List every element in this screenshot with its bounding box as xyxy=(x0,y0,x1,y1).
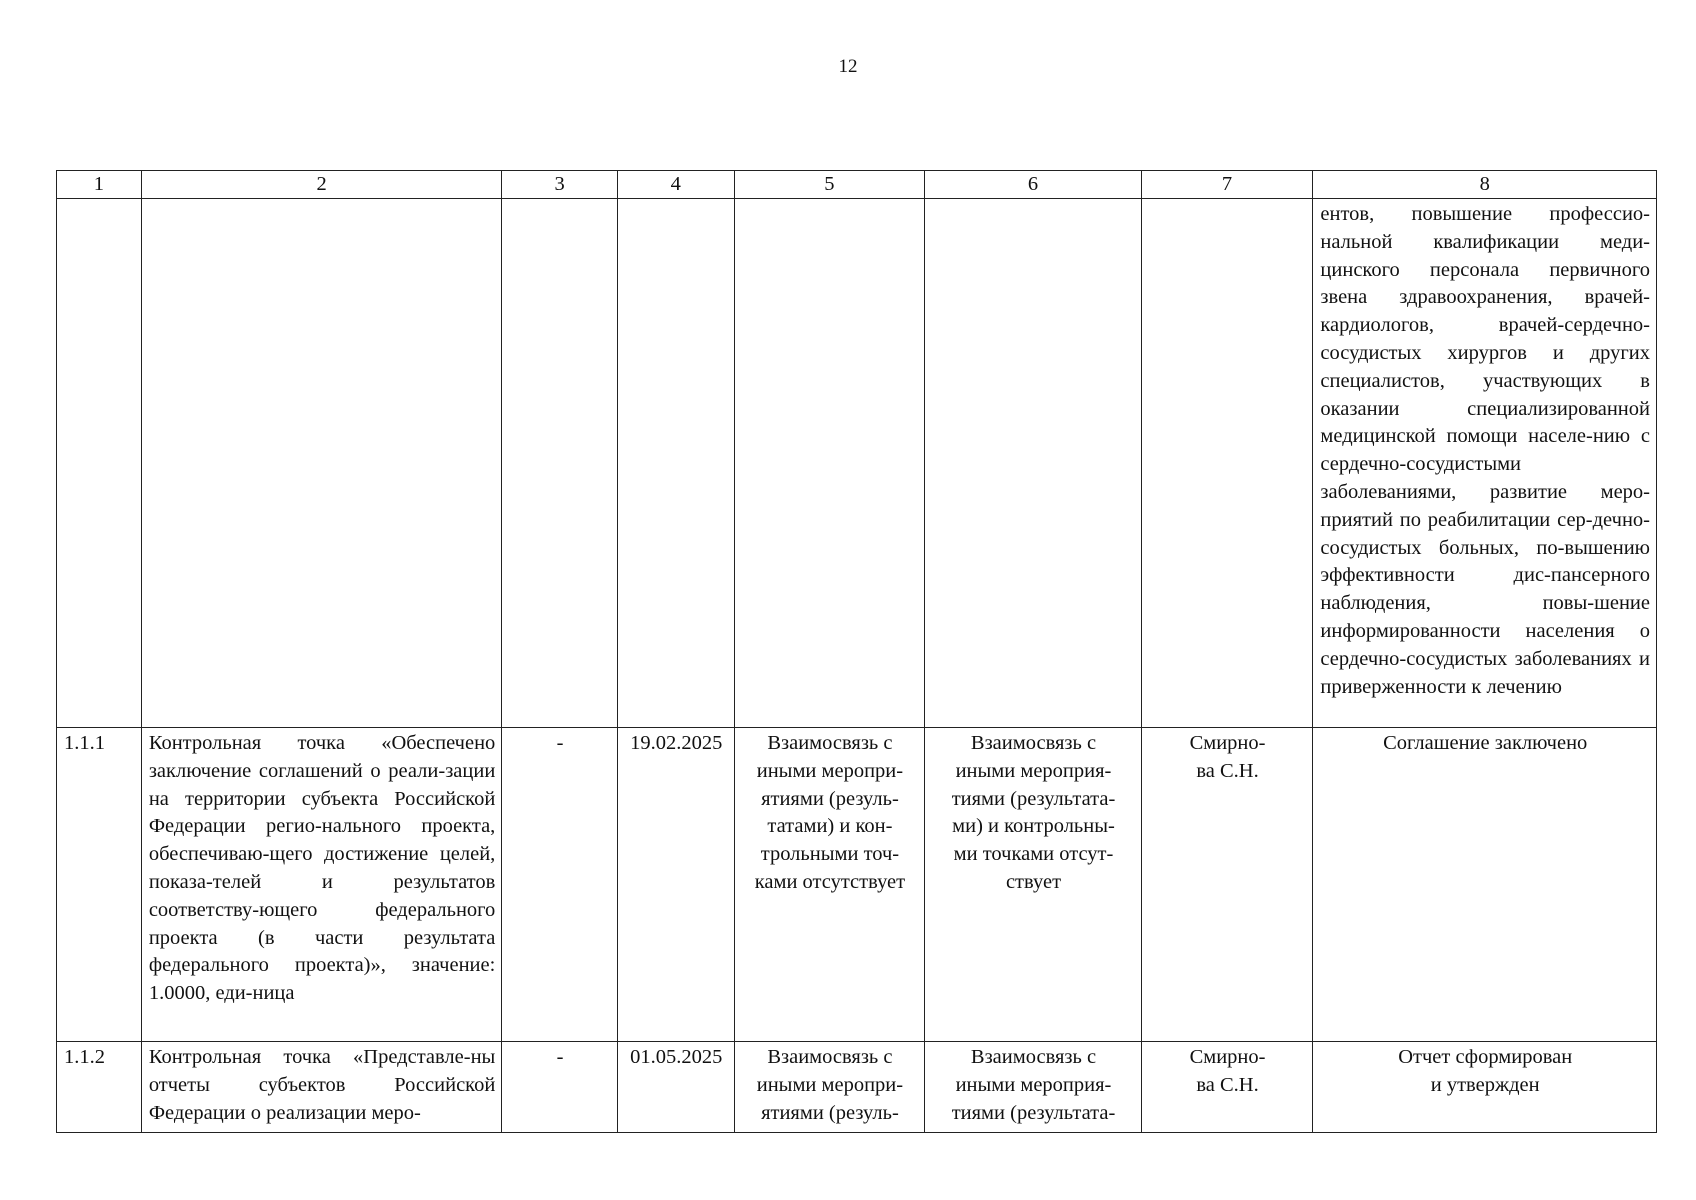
column-header-1: 1 xyxy=(57,171,142,199)
table-row xyxy=(57,1042,1657,1133)
page-number: 12 xyxy=(838,56,858,77)
column-header-6: 6 xyxy=(925,171,1141,199)
row-col3: - xyxy=(502,1042,618,1133)
continuation-row xyxy=(57,199,1657,728)
row-description: Контрольная точка «Представле-ны отчеты субъектов Российской Федерации о реализации меро- xyxy=(141,1042,502,1133)
row-date: 01.05.2025 xyxy=(617,1042,734,1133)
column-header-7: 7 xyxy=(1141,171,1313,199)
cell-empty xyxy=(617,199,734,728)
column-header-3: 3 xyxy=(502,171,618,199)
row-responsible: Смирно- ва С.Н. xyxy=(1141,1042,1313,1133)
cell-empty xyxy=(925,199,1141,728)
column-header-8: 8 xyxy=(1313,171,1657,199)
row-col3: - xyxy=(502,728,618,1042)
continuation-text: ентов, повышение профессио-нальной квалификации меди-цинского персонала первичного звена здравоохранения, врачей-кардиологов, врачей-сердечно-сосудистых хирургов и других специалистов, участвующих в оказании специализированной медицинской помощи населе-нию с сердечно-сосудистыми заболеваниями, развитие меро-приятий по реабилитации сер-дечно-сосудистых больных, по-вышению эффективности дис-пансерного наблюдения, повы-шение информированности населения о сердечно-сосудистых заболеваниях и приверженности к лечению xyxy=(1313,199,1657,728)
cell-empty xyxy=(141,199,502,728)
cell-empty xyxy=(1141,199,1313,728)
row-description: Контрольная точка «Обеспечено заключение соглашений о реали-зации на территории субъекта Российской Федерации регио-нального проекта, обеспечиваю-щего достижение целей, показа-телей и результатов соответству-ющего федерального проекта (в части результата федерального проекта)», значение: 1.0000, еди-ница xyxy=(141,728,502,1042)
column-header-4: 4 xyxy=(617,171,734,199)
cell-empty xyxy=(57,199,142,728)
row-number: 1.1.1 xyxy=(57,728,142,1042)
row-result: Отчет сформирован и утвержден xyxy=(1313,1042,1657,1133)
row-date: 19.02.2025 xyxy=(617,728,734,1042)
column-header-2: 2 xyxy=(141,171,502,199)
cell-empty xyxy=(502,199,618,728)
row-col6: Взаимосвязь с иными мероприя- тиями (результата- ми) и контрольны- ми точками отсут- ствует xyxy=(925,728,1141,1042)
row-result: Соглашение заключено xyxy=(1313,728,1657,1042)
row-responsible: Смирно- ва С.Н. xyxy=(1141,728,1313,1042)
cell-empty xyxy=(734,199,925,728)
plan-table xyxy=(56,170,1657,1133)
header-row xyxy=(57,171,1657,199)
column-header-5: 5 xyxy=(734,171,925,199)
table-row xyxy=(57,728,1657,1042)
row-col5: Взаимосвязь с иными меропри- ятиями (резуль- татами) и кон- трольными точ- ками отсутствует xyxy=(734,728,925,1042)
row-number: 1.1.2 xyxy=(57,1042,142,1133)
row-col6: Взаимосвязь с иными мероприя- тиями (результата- xyxy=(925,1042,1141,1133)
row-col5: Взаимосвязь с иными меропри- ятиями (резуль- xyxy=(734,1042,925,1133)
